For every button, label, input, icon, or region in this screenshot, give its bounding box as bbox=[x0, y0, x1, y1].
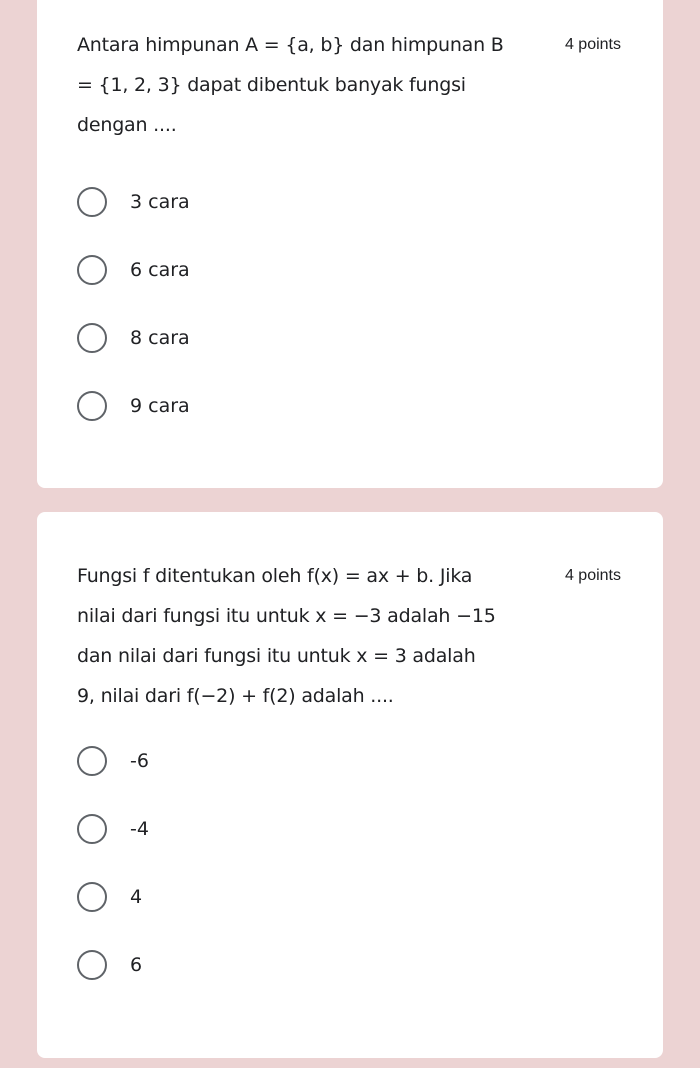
option-label: 8 cara bbox=[130, 327, 190, 349]
option-4[interactable] bbox=[77, 877, 142, 917]
radio-button[interactable] bbox=[77, 814, 107, 844]
radio-button[interactable] bbox=[77, 187, 107, 217]
option-label: 4 bbox=[130, 886, 143, 908]
option-label: -6 bbox=[130, 750, 149, 772]
question-text: Antara himpunan A = {a, b} dan himpunan B = {1, 2, 3} dapat dibentuk banyak fungsi dengan .... bbox=[77, 34, 504, 136]
points-label: 4 points bbox=[564, 36, 621, 53]
radio-button[interactable] bbox=[77, 950, 107, 980]
option-9-cara[interactable] bbox=[77, 386, 190, 426]
question-card-1 bbox=[37, 0, 663, 488]
option-8-cara[interactable] bbox=[77, 318, 190, 358]
option-6[interactable] bbox=[77, 945, 142, 985]
points-label: 4 points bbox=[564, 567, 621, 584]
option-6-cara[interactable] bbox=[77, 250, 190, 290]
option-3-cara[interactable] bbox=[77, 182, 190, 222]
radio-button[interactable] bbox=[77, 323, 107, 353]
option-label: 3 cara bbox=[130, 191, 190, 213]
radio-button[interactable] bbox=[77, 882, 107, 912]
question-text: Fungsi f ditentukan oleh f(x) = ax + b. Jika nilai dari fungsi itu untuk x = −3 adalah −15 dan nilai dari fungsi itu untuk x = 3 adalah 9, nilai dari f(−2) + f(2) adalah .... bbox=[77, 565, 496, 707]
question-card-2 bbox=[37, 512, 663, 1058]
option-minus-6[interactable] bbox=[77, 741, 149, 781]
radio-button[interactable] bbox=[77, 391, 107, 421]
radio-button[interactable] bbox=[77, 255, 107, 285]
option-label: 6 bbox=[130, 954, 143, 976]
option-label: 6 cara bbox=[130, 259, 190, 281]
option-label: 9 cara bbox=[130, 395, 190, 417]
radio-button[interactable] bbox=[77, 746, 107, 776]
option-minus-4[interactable] bbox=[77, 809, 149, 849]
option-label: -4 bbox=[130, 818, 149, 840]
